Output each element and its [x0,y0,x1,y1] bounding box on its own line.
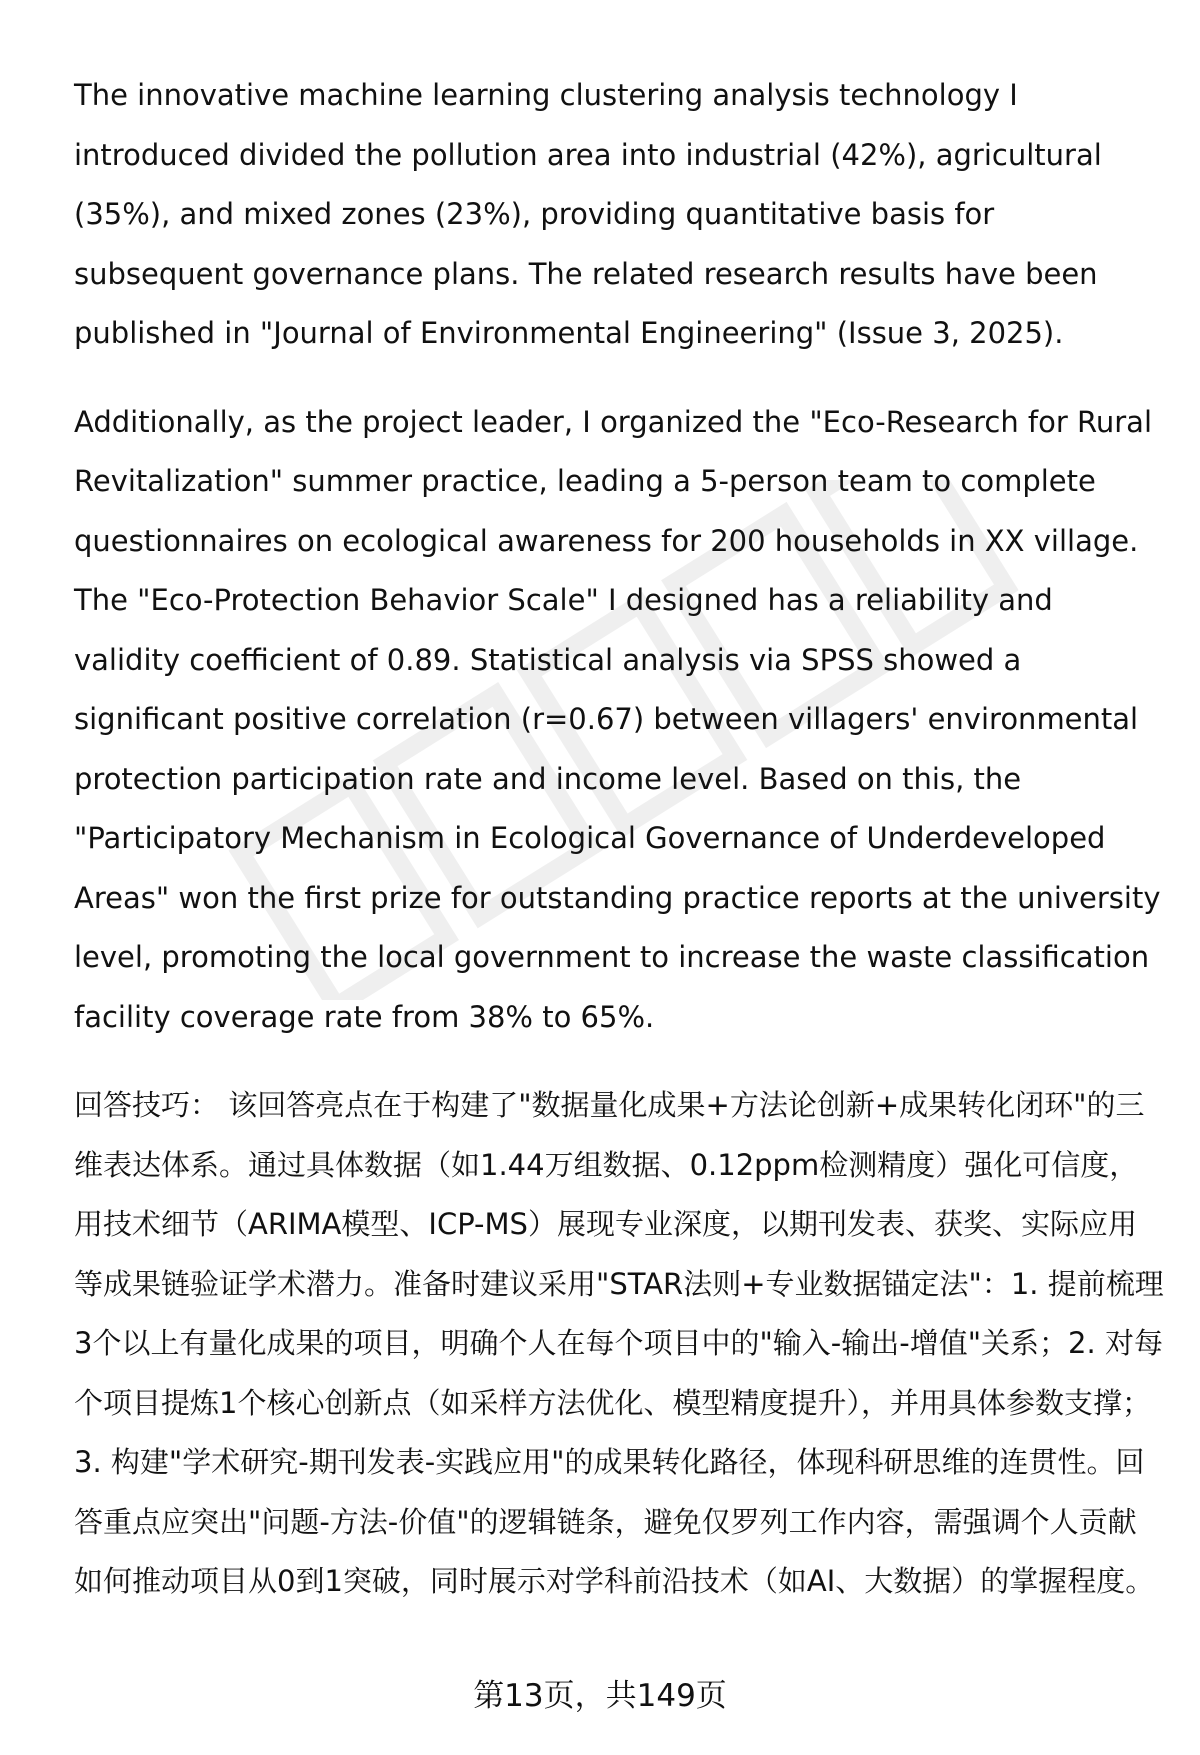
document-page [74,66,1164,1612]
paragraph-research-results: The innovative machine learning clustering analysis technology I introduced divided the pollution area into industrial (42%), agricultural (35%), and mixed zones (23%), providing quantitative basis for subsequent governance plans. The related research results have been published in "Journal of Environmental Engineering" (Issue 3, 2025). [74,78,1102,350]
page-number-footer: 第13页，共149页 [473,1678,727,1714]
paragraph-answer-tips: 回答技巧： 该回答亮点在于构建了"数据量化成果+方法论创新+成果转化闭环"的三维表达体系。通过具体数据（如1.44万组数据、0.12ppm检测精度）强化可信度，用技术细节（ARIMA模型、ICP-MS）展现专业深度，以期刊发表、获奖、实际应用等成果链验证学术潜力。准备时建议采用"STAR法则+专业数据锚定法"：1. 提前梳理3个以上有量化成果的项目，明确个人在每个项目中的"输入-输出-增值"关系；2. 对每个项目提炼1个核心创新点（如采样方法优化、模型精度提升），并用具体参数支撑；3. 构建"学术研究-期刊发表-实践应用"的成果转化路径，体现科研思维的连贯性。回答重点应突出"问题-方法-价值"的逻辑链条，避免仅罗列工作内容，需强调个人贡献如何推动项目从0到1突破，同时展示对学科前沿技术（如AI、大数据）的掌握程度。 [74,1088,1164,1598]
paragraph-project-leader: Additionally, as the project leader, I organized the "Eco-Research for Rural Revitalization" summer practice, leading a 5-person team to complete questionnaires on ecological awareness for 200 households in XX village. The "Eco-Protection Behavior Scale" I designed has a reliability and validity coefficient of 0.89. Statistical analysis via SPSS showed a significant positive correlation (r=0.67) between villagers' environmental protection participation rate and income level. Based on this, the "Participatory Mechanism in Ecological Governance of Underdeveloped Areas" won the first prize for outstanding practice reports at the university level, promoting the local government to increase the waste classification facility coverage rate from 38% to 65%. [74,404,1161,1034]
